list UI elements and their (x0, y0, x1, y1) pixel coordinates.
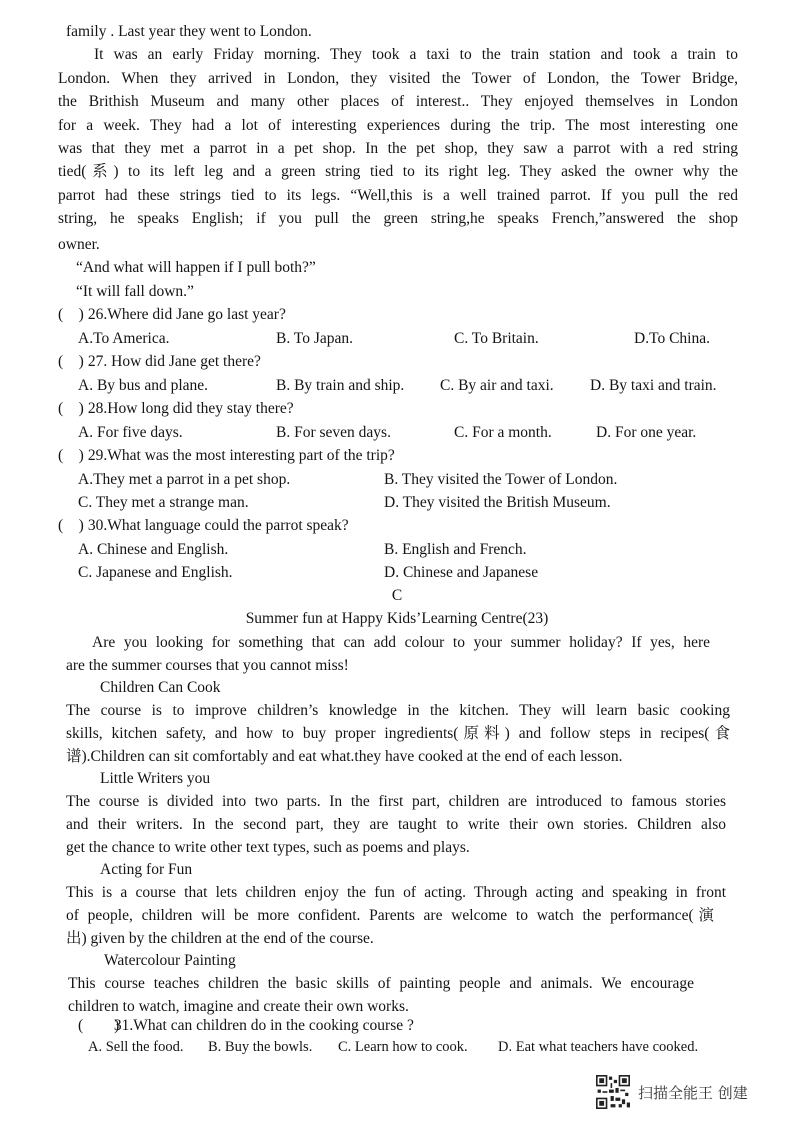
q26-option-c: C. To Britain. (454, 330, 539, 347)
answer-blank[interactable]: ( ) (78, 1017, 120, 1034)
scanner-watermark (596, 1074, 748, 1110)
q28-option-a: A. For five days. (78, 424, 183, 441)
course-title-acting: Acting for Fun (100, 861, 193, 878)
question-31 (78, 1014, 414, 1037)
course-writers-line-3: get the chance to write other text types, such as poems and plays. (66, 839, 470, 856)
q30-option-b: B. English and French. (384, 541, 527, 558)
question-stem: 26.Where did Jane go last year? (87, 306, 286, 323)
q28-option-b: B. For seven days. (276, 424, 391, 441)
answer-blank[interactable]: ( ) (58, 353, 84, 370)
question-26 (58, 303, 286, 326)
course-acting-line-2: of people, children will be more confident. Parents are welcome to watch the performance(演 (66, 907, 714, 924)
answer-blank[interactable]: ( ) (58, 517, 84, 534)
passage-b-line-2: London. When they arrived in London, they visited the Tower of London, the Tower Bridge, (58, 70, 738, 87)
q30-option-a: A. Chinese and English. (78, 541, 229, 558)
question-stem: 27. How did Jane get there? (87, 353, 261, 370)
answer-blank[interactable]: ( ) (58, 447, 84, 464)
q29-option-d: D. They visited the British Museum. (384, 494, 611, 511)
course-title-writers: Little Writers you (100, 770, 211, 787)
q29-option-a: A.They met a parrot in a pet shop. (78, 471, 291, 488)
watermark-text: 扫描全能王 创建 (638, 1083, 748, 1102)
course-cooking-line-2: skills, kitchen safety, and how to buy proper ingredients(原料) and follow steps in recipes(食 (66, 725, 730, 742)
course-writers-line-1: The course is divided into two parts. In the first part, children are introduced to famous stories (66, 793, 726, 810)
course-acting-line-3: 出) given by the children at the end of the course. (66, 930, 374, 947)
course-painting-line-2: children to watch, imagine and create their own works. (68, 998, 409, 1015)
intro-line-1: Are you looking for something that can add colour to your summer holiday? If yes, here (92, 634, 710, 651)
passage-b-line-0: family . Last year they went to London. (66, 23, 312, 40)
q31-option-d: D. Eat what teachers have cooked. (498, 1039, 699, 1055)
passage-b-line-9: owner. (58, 236, 100, 253)
passage-b-line-4: for a week. They had a lot of interesting experiences during the trip. The most interesting one (58, 117, 738, 134)
passage-b-line-5: was that they met a parrot in a pet shop. In the pet shop, they saw a parrot with a red string (58, 140, 738, 157)
q26-option-b: B. To Japan. (276, 330, 353, 347)
passage-b-line-1: It was an early Friday morning. They took a taxi to the train station and took a train to (94, 46, 738, 63)
passage-b-line-10: “And what will happen if I pull both?” (76, 259, 316, 276)
course-title-painting: Watercolour Painting (104, 952, 236, 969)
q26-option-a: A.To America. (78, 330, 170, 347)
course-painting-line-1: This course teaches children the basic skills of painting people and animals. We encourage (68, 975, 694, 992)
q31-option-c: C. Learn how to cook. (338, 1039, 468, 1055)
passage-b-line-3: the Brithish Museum and many other places of interest.. They enjoyed themselves in London (58, 93, 738, 110)
course-title-cooking: Children Can Cook (100, 679, 221, 696)
question-29 (58, 444, 395, 467)
q30-option-c: C. Japanese and English. (78, 564, 233, 581)
intro-line-2: are the summer courses that you cannot miss! (66, 657, 349, 674)
q31-option-a: A. Sell the food. (88, 1039, 184, 1055)
q30-option-d: D. Chinese and Japanese (384, 564, 539, 581)
q28-option-d: D. For one year. (596, 424, 697, 441)
passage-b-line-7: parrot had these strings tied to its legs. “Well,this is a well trained parrot. If you pull the red (58, 187, 738, 204)
section-letter: C (391, 587, 403, 604)
passage-b-line-6: tied(系) to its left leg and a green string tied to its right leg. They asked the owner why the (58, 163, 738, 180)
passage-b-line-8: string, he speaks English; if you pull the green string,he speaks French,”answered the shop (58, 210, 738, 227)
course-writers-line-2: and their writers. In the second part, they are taught to write their own stories. Children also (66, 816, 726, 833)
course-cooking-line-1: The course is to improve children’s knowledge in the kitchen. They will learn basic cooking (66, 702, 730, 719)
q26-option-d: D.To China. (634, 330, 710, 347)
passage-b-line-11: “It will fall down.” (76, 283, 194, 300)
question-27 (58, 350, 261, 373)
answer-blank[interactable]: ( ) (58, 400, 84, 417)
q27-option-c: C. By air and taxi. (440, 377, 554, 394)
qr-code-icon (596, 1075, 630, 1109)
question-28 (58, 397, 294, 420)
q29-option-b: B. They visited the Tower of London. (384, 471, 618, 488)
question-stem: 29.What was the most interesting part of the trip? (87, 447, 395, 464)
course-cooking-line-3: 谱).Children can sit comfortably and eat what.they have cooked at the end of each lesson. (66, 748, 623, 765)
answer-blank[interactable]: ( ) (58, 306, 84, 323)
q28-option-c: C. For a month. (454, 424, 552, 441)
q27-option-a: A. By bus and plane. (78, 377, 209, 394)
course-acting-line-1: This is a course that lets children enjoy the fun of acting. Through acting and speaking in front (66, 884, 726, 901)
question-stem: 31.What can children do in the cooking course ? (113, 1017, 414, 1034)
q31-option-b: B. Buy the bowls. (208, 1039, 313, 1055)
question-30 (58, 514, 349, 537)
section-title: Summer fun at Happy Kids’Learning Centre(23) (245, 610, 549, 627)
q27-option-d: D. By taxi and train. (590, 377, 717, 394)
q27-option-b: B. By train and ship. (276, 377, 405, 394)
question-stem: 30.What language could the parrot speak? (87, 517, 349, 534)
q29-option-c: C. They met a strange man. (78, 494, 249, 511)
question-stem: 28.How long did they stay there? (87, 400, 294, 417)
